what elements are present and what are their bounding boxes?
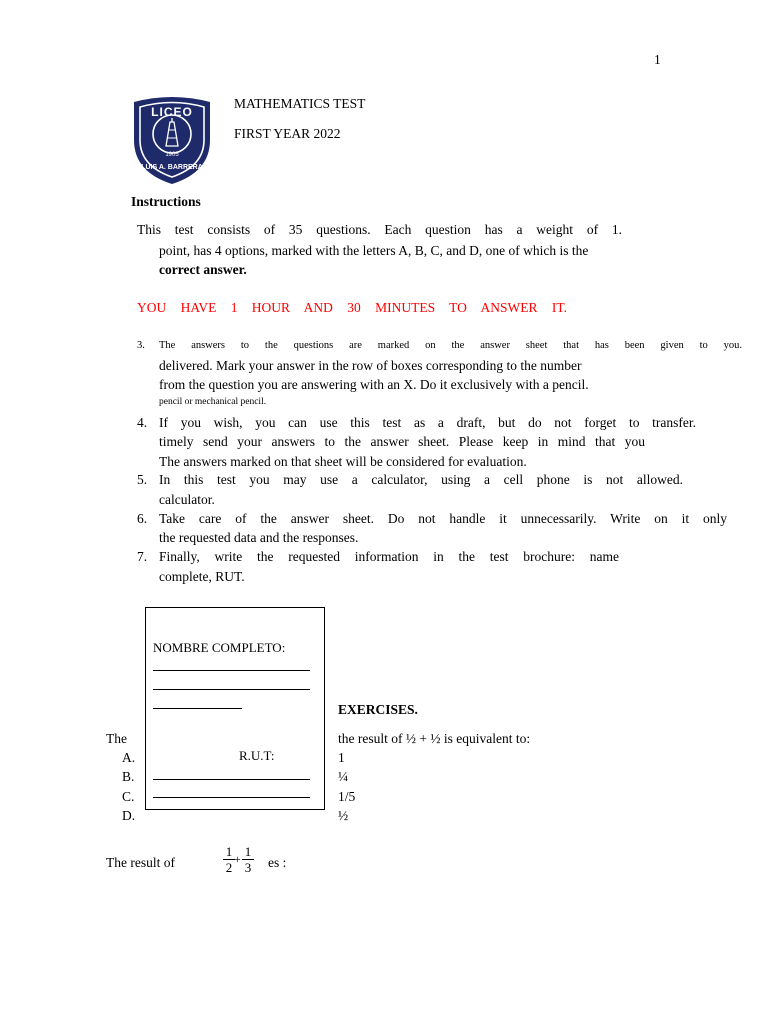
question-1-text: the result of ½ + ½ is equivalent to: [338,731,531,746]
time-notice: YOU HAVE 1 HOUR AND 30 MINUTES TO ANSWER IT. [137,300,567,315]
instructions-heading: Instructions [131,194,201,209]
option-value: 1 [338,750,345,765]
logo-year: 1905 [165,152,179,158]
item-4-line-3: The answers marked on that sheet will be considered for evaluation. [159,454,527,469]
item-7-line-1: Finally, write the requested information in the test brochure: name [159,549,619,564]
option-letter: A. [122,750,136,765]
item-3-line-2: delivered. Mark your answer in the row of boxes corresponding to the number [159,358,582,373]
page-number: 1 [654,52,661,67]
test-subtitle: FIRST YEAR 2022 [234,126,341,141]
exercises-heading: EXERCISES. [338,702,418,717]
intro-line-1: This test consists of 35 questions. Each question has a weight of 1. [137,222,622,237]
option-letter: B. [122,769,135,784]
name-line[interactable] [153,670,310,671]
full-name-label: NOMBRE COMPLETO: [153,640,286,655]
option-letter: D. [122,808,136,823]
fraction-denominator: 2 [225,860,233,875]
question-1-prefix: The [106,731,127,746]
item-6-line-2: the requested data and the responses. [159,530,359,545]
option-value: 1/5 [338,789,356,804]
plus-sign: + [234,852,241,866]
name-line[interactable] [153,708,242,709]
fraction-denominator: 3 [244,860,252,875]
logo-top-text: LICEO [151,105,193,119]
item-5-line-2: calculator. [159,492,215,507]
item-number: 5. [137,472,148,487]
test-title: MATHEMATICS TEST [234,96,366,111]
item-number: 7. [137,549,148,564]
fraction-numerator: 1 [244,844,252,859]
item-3-line-4: pencil or mechanical pencil. [159,397,267,407]
question-2-suffix: es : [268,855,287,870]
item-7-line-2: complete, RUT. [159,569,245,584]
rut-line[interactable] [153,797,310,798]
option-value: ¼ [338,769,349,784]
logo-bottom-text: LUIS A. BARRERA [141,164,203,171]
rut-line[interactable] [153,779,310,780]
name-line[interactable] [153,689,310,690]
fraction-numerator: 1 [225,844,233,859]
option-value: ½ [338,808,349,823]
fraction-one-third [241,844,255,875]
item-3-line-3: from the question you are answering with an X. Do it exclusively with a pencil. [159,377,589,392]
option-letter: C. [122,789,135,804]
item-3-line-1: The answers to the questions are marked on the answer sheet that has been given to you. [159,340,742,351]
intro-line-2: point, has 4 options, marked with the letters A, B, C, and D, one of which is the [159,243,589,258]
school-crest-logo [130,94,214,186]
question-2-prefix: The result of [106,855,175,870]
intro-line-3: correct answer. [159,262,247,277]
item-5-line-1: In this test you may use a calculator, using a cell phone is not allowed. [159,472,683,487]
item-4-line-1: If you wish, you can use this test as a draft, but do not forget to transfer. [159,415,696,430]
rut-label: R.U.T: [239,748,275,763]
item-6-line-1: Take care of the answer sheet. Do not handle it unnecessarily. Write on it only [159,511,727,526]
item-number: 3. [137,340,145,351]
item-4-line-2: timely send your answers to the answer sheet. Please keep in mind that you [159,434,645,449]
item-number: 6. [137,511,148,526]
item-number: 4. [137,415,148,430]
